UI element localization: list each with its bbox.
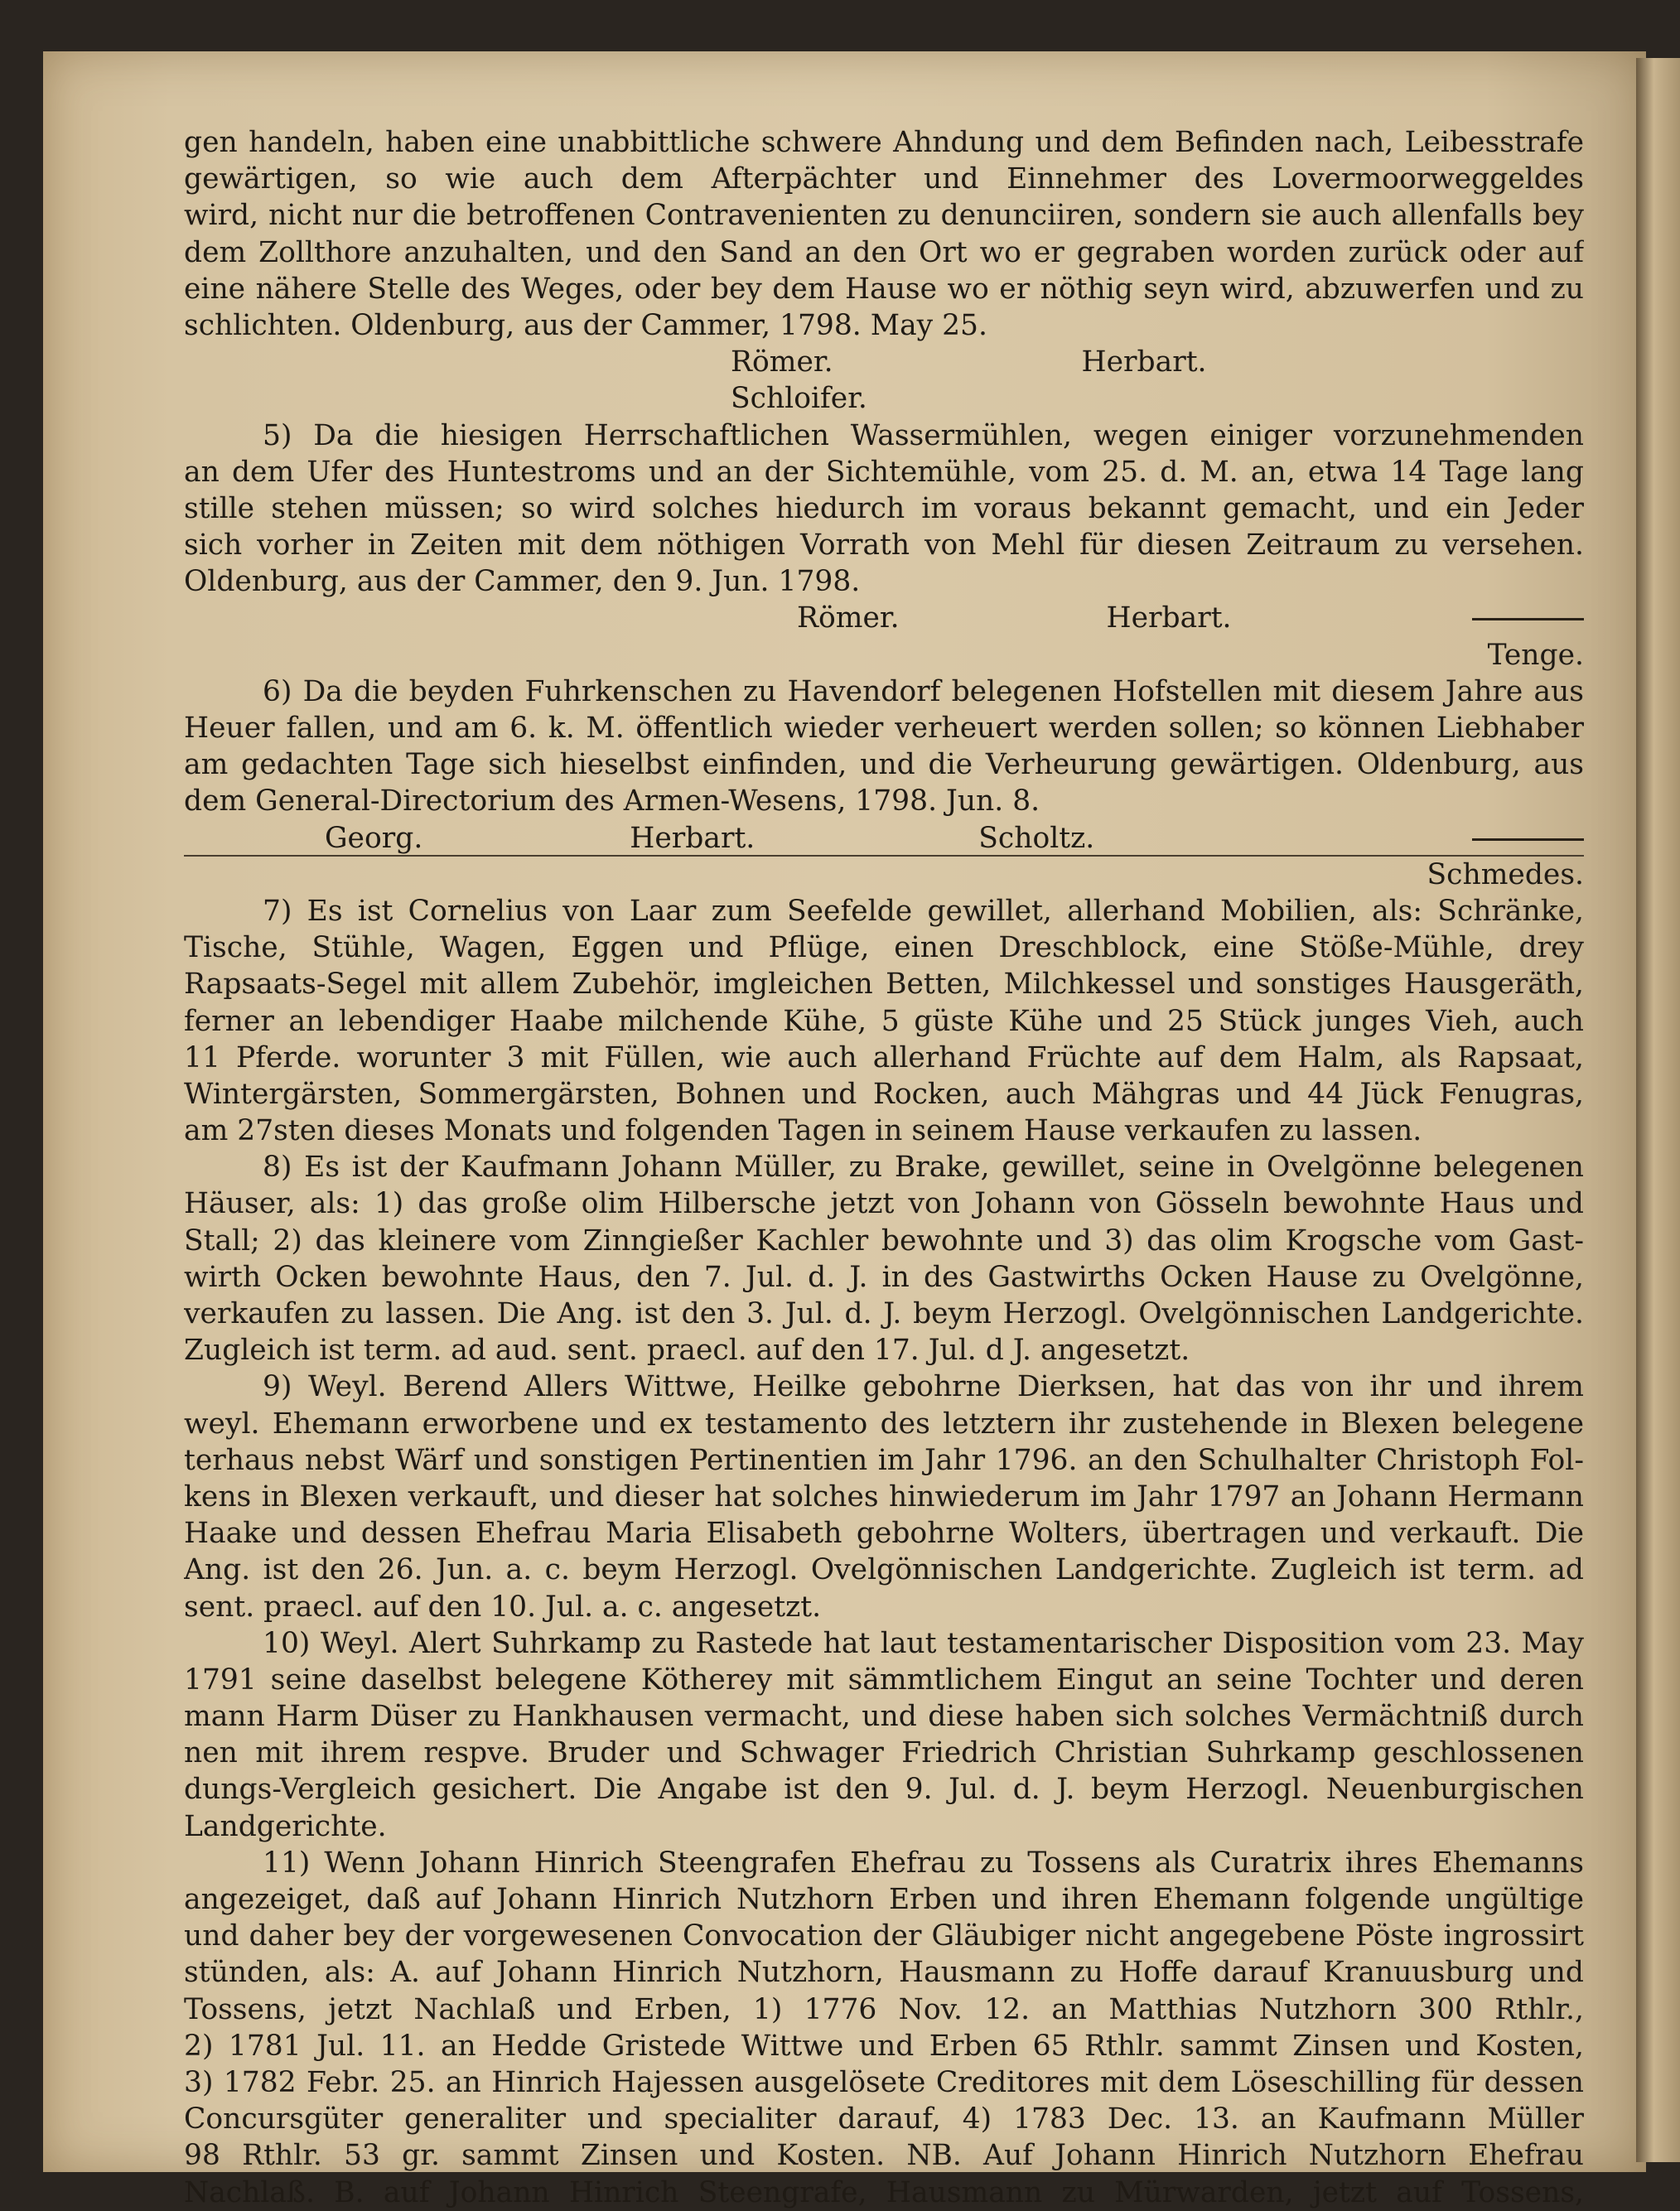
text-line: gewärtigen, so wie auch dem Afterpächter und Einnehmer des Lovermoorweggeldes bbox=[184, 162, 1584, 196]
text-line: Tische, Stühle, Wagen, Eggen und Pflüge, einen Dreschblock, eine Stöße-Mühle, drey bbox=[184, 931, 1584, 965]
text-line: am gedachten Tage sich hieselbst einfinden, und die Verheurung gewärtigen. Oldenburg, aus bbox=[184, 748, 1584, 782]
text-line: 6) Da die beyden Fuhrkenschen zu Havendorf belegenen Hofstellen mit diesem Jahre aus bbox=[263, 674, 1584, 708]
signature: Tenge. bbox=[1487, 638, 1584, 672]
text-line: Rapsaats-Segel mit allem Zubehör, imgleichen Betten, Milchkessel und sonstiges Hausgeräth, bbox=[184, 968, 1584, 1002]
section-divider bbox=[184, 855, 1584, 857]
text-line: kens in Blexen verkauft, und dieser hat solches hinwiederum im Jahr 1797 an Johann Hermann bbox=[184, 1480, 1584, 1513]
text-line: verkaufen zu lassen. Die Ang. ist den 3. Jul. d. J. beym Herzogl. Ovelgönnischen Landgerichte. bbox=[184, 1297, 1584, 1330]
text-line: sent. praecl. auf den 10. Jul. a. c. angesetzt. bbox=[184, 1590, 822, 1624]
text-line: ferner an lebendiger Haabe milchende Kühe, 5 güste Kühe und 25 Stück junges Vieh, auch bbox=[184, 1004, 1584, 1038]
text-line: an dem Ufer des Huntestroms und an der Sichtemühle, vom 25. d. M. an, etwa 14 Tage lang bbox=[184, 455, 1584, 489]
text-line: schlichten. Oldenburg, aus der Cammer, 1798. May 25. bbox=[184, 308, 987, 342]
text-line: 98 Rthlr. 53 gr. sammt Zinsen und Kosten. NB. Auf Johann Hinrich Nutzhorn Ehefrau bbox=[184, 2139, 1584, 2173]
signature: Scholtz. bbox=[978, 821, 1095, 855]
text-line: 2) 1781 Jul. 11. an Hedde Gristede Wittwe und Erben 65 Rthlr. sammt Zinsen und Kosten, bbox=[184, 2029, 1584, 2063]
signature: Schmedes. bbox=[1427, 857, 1584, 891]
text-line: Stall; 2) das kleinere vom Zinngießer Kachler bewohnte und 3) das olim Krogsche vom Gast- bbox=[184, 1224, 1584, 1258]
text-line: 8) Es ist der Kaufmann Johann Müller, zu Brake, gewillet, seine in Ovelgönne belegenen bbox=[263, 1151, 1584, 1185]
signature: Herbart. bbox=[1106, 601, 1232, 635]
document-text bbox=[184, 124, 1584, 2211]
text-line: 11 Pferde. worunter 3 mit Füllen, wie auch allerhand Früchte auf dem Halm, als Rapsaat, bbox=[184, 1040, 1584, 1074]
text-line: weyl. Ehemann erworbene und ex testamento des letztern ihr zustehende in Blexen belegene bbox=[184, 1407, 1584, 1441]
page-edge bbox=[1636, 58, 1680, 2162]
signature: Römer. bbox=[797, 601, 900, 635]
text-line: Concursgüter generaliter und specialiter darauf, 4) 1783 Dec. 13. an Kaufmann Müller bbox=[184, 2102, 1584, 2136]
text-line: 11) Wenn Johann Hinrich Steengrafen Ehefrau zu Tossens als Curatrix ihres Ehemanns bbox=[263, 1846, 1584, 1880]
signature: Römer. bbox=[731, 345, 833, 379]
text-line: eine nähere Stelle des Weges, oder bey dem Hause wo er nöthig seyn wird, abzuwerfen und zu bbox=[184, 272, 1584, 306]
text-line: Tossens, jetzt Nachlaß und Erben, 1) 1776 Nov. 12. an Matthias Nutzhorn 300 Rthlr., bbox=[184, 1992, 1584, 2026]
signature: Herbart. bbox=[1081, 345, 1207, 379]
text-line: 5) Da die hiesigen Herrschaftlichen Wassermühlen, wegen einiger vorzunehmenden bbox=[263, 418, 1584, 452]
signature-line bbox=[184, 820, 1584, 857]
signature: Georg. bbox=[325, 821, 423, 855]
text-line: wirth Ocken bewohnte Haus, den 7. Jul. d. J. in des Gastwirths Ocken Hause zu Ovelgönne, bbox=[184, 1260, 1584, 1294]
text-line: wird, nicht nur die betroffenen Contravenienten zu denunciiren, sondern sie auch allenfalls bey bbox=[184, 199, 1584, 233]
text-line: angezeiget, daß auf Johann Hinrich Nutzhorn Erben und ihren Ehemann folgende ungültige bbox=[184, 1883, 1584, 1916]
text-line: Häuser, als: 1) das große olim Hilbersche jetzt von Johann von Gösseln bewohnte Haus und bbox=[184, 1187, 1584, 1221]
text-line: mann Harm Düser zu Hankhausen vermacht, und diese haben sich solches Vermächtniß durch bbox=[184, 1700, 1584, 1734]
text-line: 10) Weyl. Alert Suhrkamp zu Rastede hat laut testamentarischer Disposition vom 23. May bbox=[263, 1626, 1584, 1660]
text-line: Oldenburg, aus der Cammer, den 9. Jun. 1798. bbox=[184, 565, 861, 599]
text-line: 1791 seine daselbst belegene Kötherey mit sämmtlichem Eingut an seine Tochter und deren bbox=[184, 1663, 1584, 1697]
text-line: 3) 1782 Febr. 25. an Hinrich Hajessen ausgelösete Creditores mit dem Löseschilling für dessen bbox=[184, 2065, 1584, 2099]
text-line: nen mit ihrem respve. Bruder und Schwager Friedrich Christian Suhrkamp geschlossenen bbox=[184, 1736, 1584, 1770]
signature-line bbox=[184, 344, 1584, 380]
text-line: Haake und dessen Ehefrau Maria Elisabeth gebohrne Wolters, übertragen und verkauft. Die bbox=[184, 1517, 1584, 1551]
text-line: 7) Es ist Cornelius von Laar zum Seefelde gewillet, allerhand Mobilien, als: Schränke, bbox=[263, 894, 1584, 928]
text-line: sich vorher in Zeiten mit dem nöthigen Vorrath von Mehl für diesen Zeitraum zu versehen. bbox=[184, 529, 1584, 562]
text-line: und daher bey der vorgewesenen Convocation der Gläubiger nicht angegebene Pöste ingrossirt bbox=[184, 1919, 1584, 1953]
dash-rule bbox=[1472, 618, 1584, 620]
text-line: Ang. ist den 26. Jun. a. c. beym Herzogl. Ovelgönnischen Landgerichte. Zugleich ist term. ad bbox=[184, 1553, 1584, 1587]
text-line: stünden, als: A. auf Johann Hinrich Nutzhorn, Hausmann zu Hoffe darauf Kranuusburg und bbox=[184, 1956, 1584, 1990]
signature: Herbart. bbox=[630, 821, 756, 855]
text-line: gen handeln, haben eine unabbittliche schwere Ahndung und dem Befinden nach, Leibesstrafe bbox=[184, 126, 1584, 159]
text-line: Landgerichte. bbox=[184, 1809, 387, 1843]
text-line: Wintergärsten, Sommergärsten, Bohnen und Rocken, auch Mähgras und 44 Jück Fenugras, bbox=[184, 1077, 1584, 1111]
text-line: Zugleich ist term. ad aud. sent. praecl. auf den 17. Jul. d J. angesetzt. bbox=[184, 1334, 1190, 1368]
signature-line bbox=[184, 600, 1584, 636]
dash-rule bbox=[1472, 838, 1584, 841]
text-line: Nachlaß. B. auf Johann Hinrich Steengrafe, Hausmann zu Mürwarden, jetzt auf Tossens, bbox=[184, 2175, 1584, 2209]
text-line: terhaus nebst Wärf und sonstigen Pertinentien im Jahr 1796. an den Schulhalter Christoph Fol- bbox=[184, 1443, 1584, 1477]
text-line: am 27sten dieses Monats und folgenden Tagen in seinem Hause verkaufen zu lassen. bbox=[184, 1114, 1422, 1148]
text-line: dem Zollthore anzuhalten, und den Sand an den Ort wo er gegraben worden zurück oder auf bbox=[184, 235, 1584, 269]
text-line: 9) Weyl. Berend Allers Wittwe, Heilke gebohrne Dierksen, hat das von ihr und ihrem bbox=[263, 1370, 1584, 1404]
signature: Schloifer. bbox=[731, 382, 867, 416]
text-line: Heuer fallen, und am 6. k. M. öffentlich wieder verheuert werden sollen; so können Liebhaber bbox=[184, 712, 1584, 745]
text-line: stille stehen müssen; so wird solches hiedurch im voraus bekannt gemacht, und ein Jeder bbox=[184, 491, 1584, 525]
text-line: dem General-Directorium des Armen-Wesens, 1798. Jun. 8. bbox=[184, 784, 1040, 818]
text-line: dungs-Vergleich gesichert. Die Angabe ist den 9. Jul. d. J. beym Herzogl. Neuenburgischen bbox=[184, 1773, 1584, 1807]
